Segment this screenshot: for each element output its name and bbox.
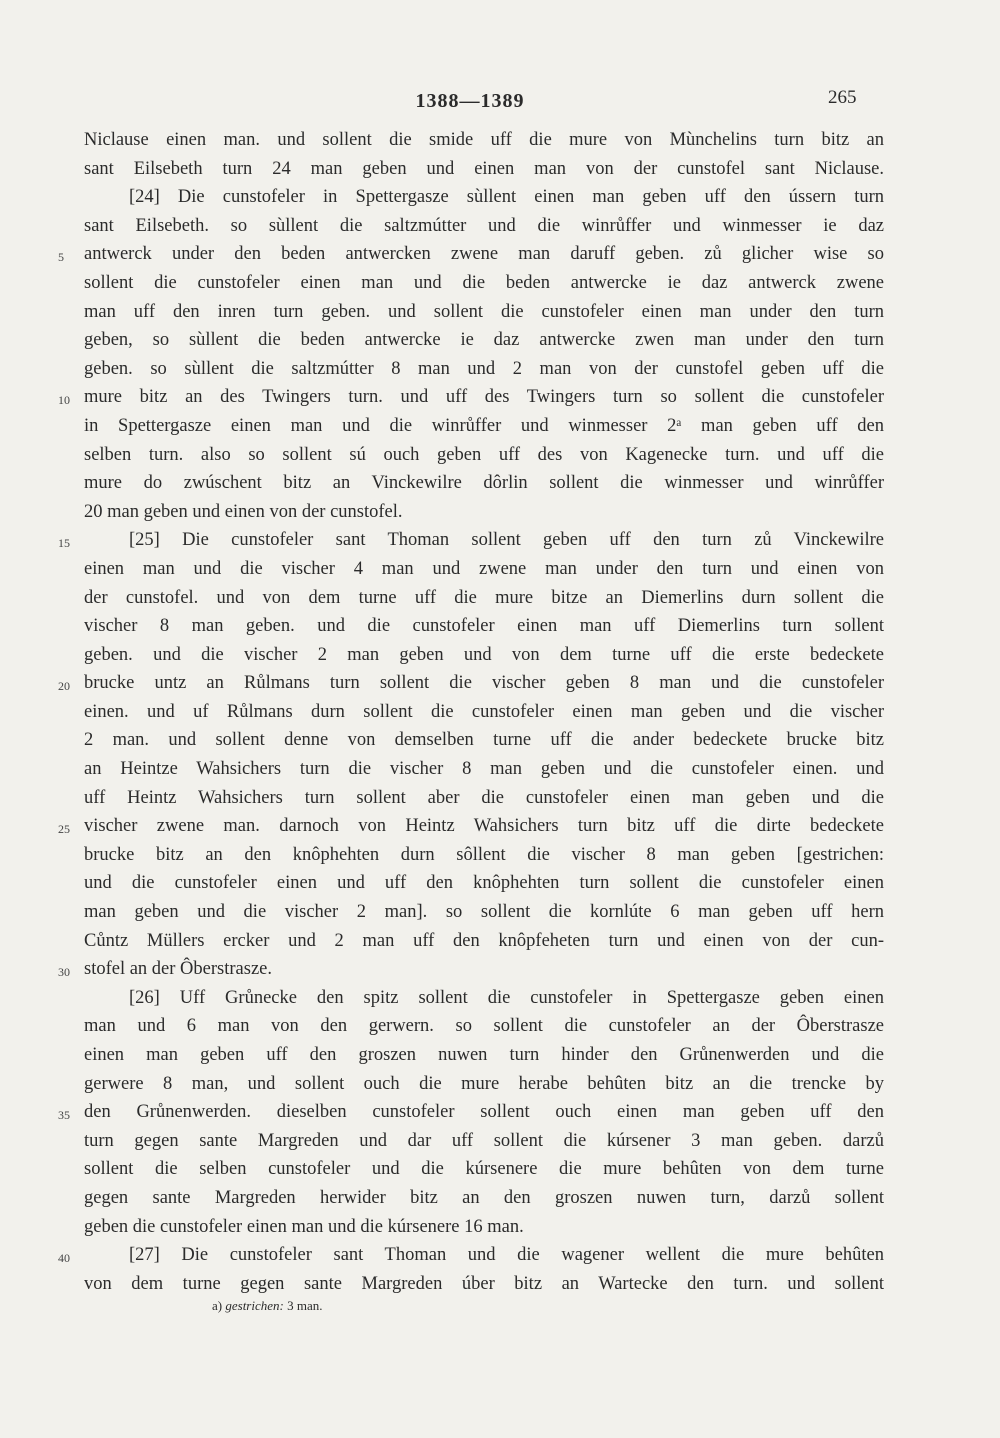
text-line bbox=[84, 612, 884, 641]
line-number: 35 bbox=[58, 1108, 70, 1123]
line-text: geben, so sùllent die beden antwercke ie daz antwercke zwen man under den turn bbox=[84, 330, 884, 351]
line-text: von dem turne gegen sante Margreden úber bitz an Wartecke den turn. und sollent bbox=[84, 1273, 884, 1294]
line-text: mure bitz an des Twingers turn. und uff des Twingers turn so sollent die cunstofeler bbox=[84, 387, 884, 408]
line-text: man geben und die vischer 2 man]. so sollent die kornlúte 6 man geben uff hern bbox=[84, 902, 884, 923]
footnote-text: 3 man. bbox=[287, 1298, 323, 1313]
text-line bbox=[84, 269, 884, 298]
text-line bbox=[84, 869, 884, 898]
line-text: gerwere 8 man, und sollent ouch die mure herabe behûten bitz an die trencke by bbox=[84, 1073, 884, 1094]
text-line bbox=[84, 155, 884, 184]
text-line bbox=[84, 1184, 884, 1213]
line-text: uff Heintz Wahsichers turn sollent aber die cunstofeler einen man geben und die bbox=[84, 787, 884, 808]
line-number: 10 bbox=[58, 393, 70, 408]
line-text: man uff den inren turn geben. und sollent die cunstofeler einen man under den turn bbox=[84, 301, 884, 322]
text-line bbox=[84, 126, 884, 155]
page-number: 265 bbox=[828, 87, 857, 108]
text-line bbox=[84, 1155, 884, 1184]
text-line bbox=[84, 498, 884, 527]
text-line bbox=[84, 326, 884, 355]
line-text: sant Eilsebeth turn 24 man geben und einen man von der cunstofel sant Niclause. bbox=[84, 158, 884, 179]
line-text: [24] Die cunstofeler in Spettergasze sùllent einen man geben uff den ússern turn bbox=[129, 187, 884, 208]
text-line bbox=[84, 1213, 884, 1242]
text-line bbox=[84, 1012, 884, 1041]
line-text: man und 6 man von den gerwern. so sollent die cunstofeler an der Ôberstrasze bbox=[84, 1016, 884, 1037]
footnote bbox=[212, 1298, 322, 1314]
body-text bbox=[58, 126, 884, 1298]
text-line bbox=[58, 812, 884, 841]
text-line bbox=[84, 984, 884, 1013]
line-text: [26] Uff Grůnecke den spitz sollent die cunstofeler in Spettergasze geben einen bbox=[129, 987, 884, 1008]
text-line bbox=[84, 641, 884, 670]
line-text: gegen sante Margreden herwider bitz an den groszen nuwen turn, darzů sollent bbox=[84, 1187, 884, 1208]
text-line bbox=[84, 298, 884, 327]
text-line bbox=[58, 1241, 884, 1270]
text-line bbox=[84, 755, 884, 784]
line-text: den Grůnenwerden. dieselben cunstofeler sollent ouch einen man geben uff den bbox=[84, 1102, 884, 1123]
line-text: vischer 8 man geben. und die cunstofeler einen man uff Diemerlins turn sollent bbox=[84, 616, 884, 637]
text-line bbox=[84, 212, 884, 241]
text-line bbox=[84, 555, 884, 584]
line-number: 5 bbox=[58, 250, 64, 265]
line-text: geben. und die vischer 2 man geben und von dem turne uff die erste bedeckete bbox=[84, 644, 884, 665]
line-text: [25] Die cunstofeler sant Thoman sollent geben uff den turn zů Vinckewilre bbox=[129, 530, 884, 551]
line-text: brucke untz an Růlmans turn sollent die vischer geben 8 man und die cunstofeler bbox=[84, 673, 884, 694]
line-number: 25 bbox=[58, 822, 70, 837]
line-number: 15 bbox=[58, 536, 70, 551]
line-text: einen man und die vischer 4 man und zwene man under den turn und einen von bbox=[84, 558, 884, 579]
line-text: turn gegen sante Margreden und dar uff sollent die kúrsener 3 man geben. darzů bbox=[84, 1130, 884, 1151]
text-line bbox=[84, 1041, 884, 1070]
line-text: an Heintze Wahsichers turn die vischer 8 man geben und die cunstofeler einen. und bbox=[84, 759, 884, 780]
text-line bbox=[58, 669, 884, 698]
line-text: sollent die selben cunstofeler und die kúrsenere die mure behûten von dem turne bbox=[84, 1159, 884, 1180]
line-text: vischer zwene man. darnoch von Heintz Wahsichers turn bitz uff die dirte bedeckete bbox=[84, 816, 884, 837]
text-line bbox=[84, 1270, 884, 1299]
text-line bbox=[58, 240, 884, 269]
text-line bbox=[84, 1070, 884, 1099]
line-text: stofel an der Ôberstrasze. bbox=[84, 959, 272, 980]
text-line bbox=[84, 726, 884, 755]
text-line bbox=[58, 526, 884, 555]
text-line bbox=[84, 1127, 884, 1156]
text-line bbox=[58, 383, 884, 412]
text-line bbox=[84, 841, 884, 870]
line-text: einen. und uf Růlmans durn sollent die cunstofeler einen man geben und die vischer bbox=[84, 701, 884, 722]
line-text: sollent die cunstofeler einen man und die beden antwercke ie daz antwerck zwene bbox=[84, 272, 884, 293]
line-text: Niclause einen man. und sollent die smide uff die mure von Mùnchelins turn bitz an bbox=[84, 130, 884, 150]
line-text: selben turn. also so sollent sú ouch geben uff des von Kagenecke turn. und uff die bbox=[84, 444, 884, 465]
footnote-italic: gestrichen: bbox=[225, 1298, 284, 1313]
text-line bbox=[84, 412, 884, 441]
text-line bbox=[84, 355, 884, 384]
line-text: und die cunstofeler einen und uff den knôphehten turn sollent die cunstofeler einen bbox=[84, 873, 884, 894]
line-text: einen man geben uff den groszen nuwen turn hinder den Grůnenwerden und die bbox=[84, 1045, 884, 1065]
line-number: 30 bbox=[58, 965, 70, 980]
text-line bbox=[84, 898, 884, 927]
line-text: antwerck under den beden antwercken zwene man daruff geben. zů glicher wise so bbox=[84, 244, 884, 265]
line-text: Cůntz Müllers ercker und 2 man uff den knôpfeheten turn und einen von der cun- bbox=[84, 930, 884, 951]
text-line bbox=[58, 955, 884, 984]
line-text: der cunstofel. und von dem turne uff die mure bitze an Diemerlins durn sollent die bbox=[84, 587, 884, 608]
line-number: 40 bbox=[58, 1251, 70, 1266]
text-line bbox=[84, 469, 884, 498]
text-line bbox=[84, 441, 884, 470]
line-text: 2 man. und sollent denne von demselben turne uff die ander bedeckete brucke bitz bbox=[84, 730, 884, 751]
line-text: sant Eilsebeth. so sùllent die saltzmútter und die winrůffer und winmesser ie daz bbox=[84, 215, 884, 236]
text-line bbox=[84, 183, 884, 212]
text-line bbox=[84, 927, 884, 956]
line-text: mure do zwúschent bitz an Vinckewilre dôrlin sollent die winmesser und winrůffer bbox=[84, 473, 884, 494]
line-text: in Spettergasze einen man und die winrůffer und winmesser 2ᵃ man geben uff den bbox=[84, 415, 884, 436]
page-header-years: 1388—1389 bbox=[415, 90, 525, 112]
line-number: 20 bbox=[58, 679, 70, 694]
text-line bbox=[84, 784, 884, 813]
line-text: geben. so sùllent die saltzmútter 8 man und 2 man von der cunstofel geben uff die bbox=[84, 358, 884, 379]
text-line bbox=[58, 1098, 884, 1127]
footnote-label: a) bbox=[212, 1298, 223, 1313]
line-text: brucke bitz an den knôphehten durn sôllent die vischer 8 man geben [gestrichen: bbox=[84, 844, 884, 865]
line-text: geben die cunstofeler einen man und die kúrsenere 16 man. bbox=[84, 1216, 524, 1237]
line-text: [27] Die cunstofeler sant Thoman und die wagener wellent die mure behûten bbox=[129, 1245, 884, 1266]
text-line bbox=[84, 584, 884, 613]
text-line bbox=[84, 698, 884, 727]
line-text: 20 man geben und einen von der cunstofel. bbox=[84, 501, 403, 522]
